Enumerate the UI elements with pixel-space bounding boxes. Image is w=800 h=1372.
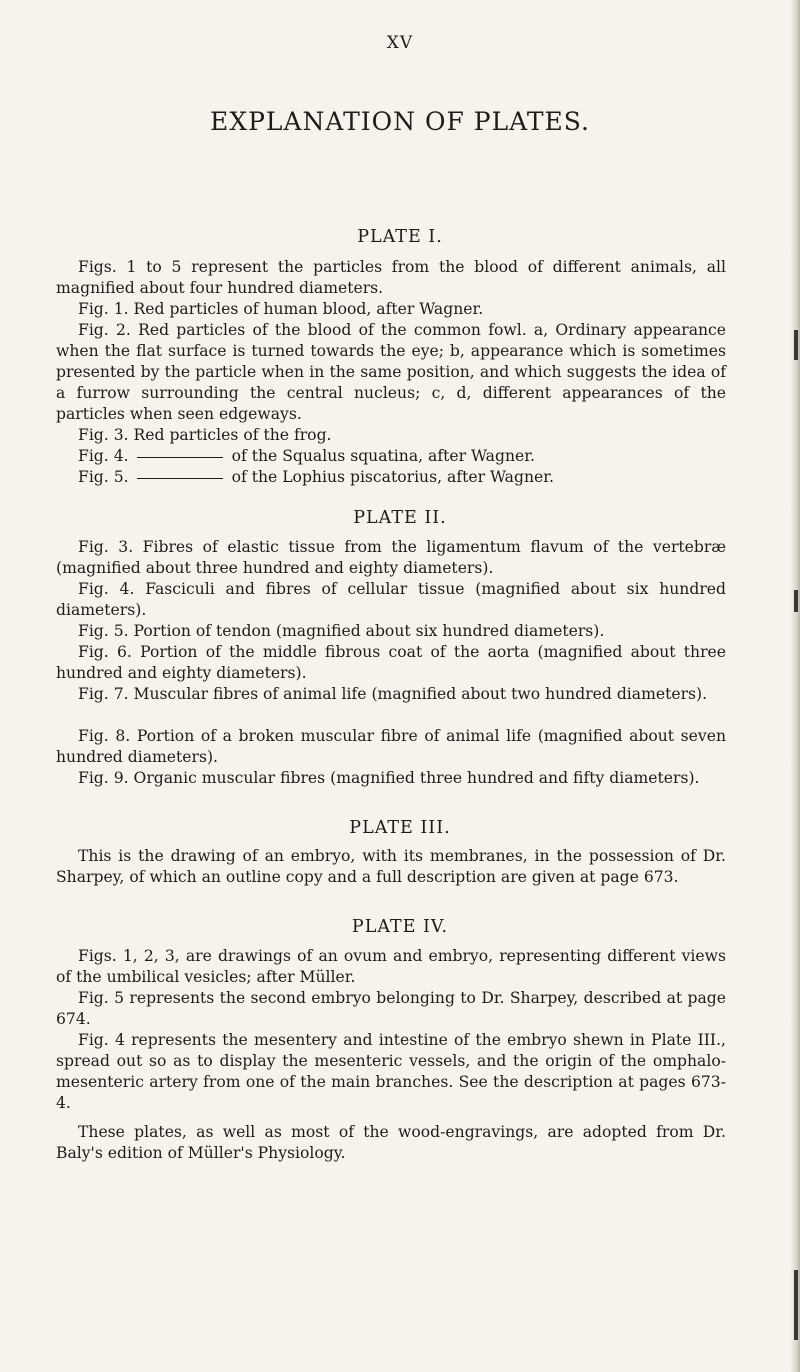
plate-2-fig-4: Fig. 4. Fasciculi and fibres of cellular tissue (magnified about six hundred diameters). (56, 580, 726, 619)
plate-1-fig-3: Fig. 3. Red particles of the frog. (78, 426, 332, 444)
plate-1-fig-2: Fig. 2. Red particles of the blood of the common fowl. a, Ordinary appearance when the flat surface is turned towards the eye; b, appearance which is sometimes presented by the particle when in the same position, and which suggests the idea of a furrow surrounding the central nucleus; c, d, different appearances of the particles when seen edgeways. (56, 321, 726, 423)
plate-1-fig-4 (78, 446, 535, 467)
plate-4-fig-5: Fig. 5 represents the second embryo belonging to Dr. Sharpey, described at page 674. (56, 989, 726, 1028)
page-edge-mark (794, 330, 798, 360)
ditto-dash (137, 457, 223, 458)
plate-1-heading: PLATE I. (357, 227, 443, 247)
page-edge (790, 0, 800, 1372)
plate-2-fig-8: Fig. 8. Portion of a broken muscular fibre of animal life (magnified about seven hundred diameters). (56, 727, 726, 766)
plate-2-fig-6: Fig. 6. Portion of the middle fibrous coat of the aorta (magnified about three hundred and eighty diameters). (56, 643, 726, 682)
plate-1-fig-5 (78, 467, 554, 488)
plate-1-intro: Figs. 1 to 5 represent the particles from the blood of different animals, all magnified about four hundred diameters. (56, 258, 726, 297)
fig-4-label: Fig. 4. (78, 447, 129, 465)
plate-1-fig-1: Fig. 1. Red particles of human blood, after Wagner. (78, 300, 484, 318)
plate-2-fig-5: Fig. 5. Portion of tendon (magnified about six hundred diameters). (78, 622, 605, 640)
fig-4-text: of the Squalus squatina, after Wagner. (231, 447, 535, 465)
fig-5-text: of the Lophius piscatorius, after Wagner. (231, 468, 554, 486)
plate-3-heading: PLATE III. (349, 818, 451, 838)
plate-4-figs-1-2-3: Figs. 1, 2, 3, are drawings of an ovum and embryo, representing different views of the umbilical vesicles; after Müller. (56, 947, 726, 986)
page-title: EXPLANATION OF PLATES. (210, 107, 590, 136)
page-edge-mark (794, 1270, 798, 1340)
plate-2-fig-3: Fig. 3. Fibres of elastic tissue from the ligamentum flavum of the vertebræ (magnified about three hundred and eighty diameters). (56, 538, 726, 577)
plate-2-fig-7: Fig. 7. Muscular fibres of animal life (magnified about two hundred diameters). (78, 685, 708, 703)
plate-2-fig-9: Fig. 9. Organic muscular fibres (magnified three hundred and fifty diameters). (78, 769, 700, 787)
page-edge-mark (794, 590, 798, 612)
plate-4-heading: PLATE IV. (351, 917, 449, 937)
closing-note: These plates, as well as most of the wood-engravings, are adopted from Dr. Baly's edition of Müller's Physiology. (56, 1123, 726, 1162)
plate-4-fig-4: Fig. 4 represents the mesentery and intestine of the embryo shewn in Plate III., spread out so as to display the mesenteric vessels, and the origin of the omphalo-mesenteric artery from one of the main branches. See the description at pages 673-4. (56, 1031, 726, 1112)
fig-5-label: Fig. 5. (78, 468, 129, 486)
plate-2-heading: PLATE II. (353, 508, 447, 528)
page-number: XV (386, 33, 414, 53)
plate-3-text: This is the drawing of an embryo, with its membranes, in the possession of Dr. Sharpey, of which an outline copy and a full description are given at page 673. (56, 847, 726, 886)
ditto-dash (137, 478, 223, 479)
